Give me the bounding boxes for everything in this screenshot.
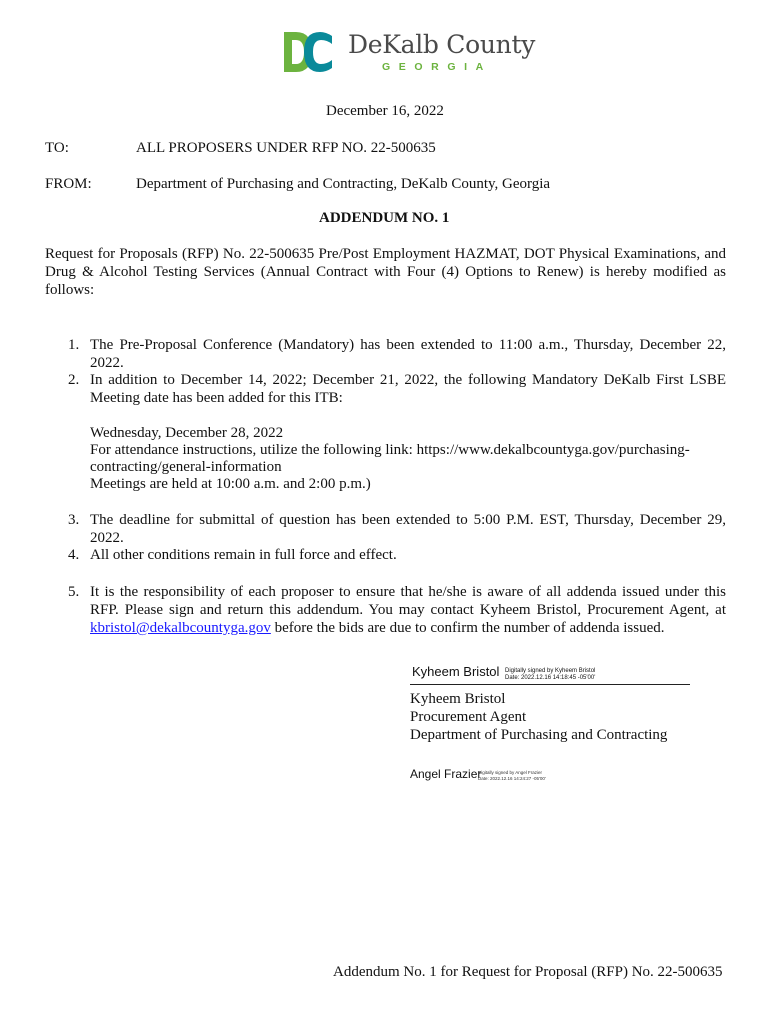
signature-1-name: Kyheem Bristol	[412, 664, 500, 679]
signature-2-digital-line2: Date: 2022.12.16 14:24:27 -05'00'	[478, 776, 546, 781]
item-5-text	[90, 583, 726, 637]
addendum-heading: ADDENDUM NO. 1	[319, 210, 450, 226]
signature-1-digital-line1: Digitally signed by Kyheem Bristol	[505, 668, 596, 674]
meeting-instructions-line2: contracting/general-information	[90, 459, 282, 475]
item-5-text-before: It is the responsibility of each proposer to ensure that he/she is aware of all addenda issued under this RFP. Please sign and return this addendum. You may contact Kyheem Bristol, Procurement Agent, at	[90, 584, 726, 618]
signature-line	[410, 684, 690, 685]
from-value: Department of Purchasing and Contracting, DeKalb County, Georgia	[136, 176, 551, 192]
meeting-times: Meetings are held at 10:00 a.m. and 2:00 p.m.)	[90, 476, 371, 492]
signature-2-digital-line1: Digitally signed by Angel Frazier	[478, 770, 543, 775]
agent-email-link[interactable]: kbristol@dekalbcountyga.gov	[90, 620, 271, 636]
signer-department: Department of Purchasing and Contracting	[410, 727, 668, 743]
to-label: TO:	[45, 140, 69, 156]
meeting-instructions-line1: For attendance instructions, utilize the following link: https://www.dekalbcountyga.gov/purchasing-	[90, 442, 690, 458]
page-footer: Addendum No. 1 for Request for Proposal (RFP) No. 22-500635	[333, 964, 723, 980]
dekalb-county-logo	[282, 30, 536, 76]
signer-name: Kyheem Bristol	[410, 691, 506, 707]
to-value: ALL PROPOSERS UNDER RFP NO. 22-500635	[136, 140, 436, 156]
item-1-text: The Pre-Proposal Conference (Mandatory) has been extended to 11:00 a.m., Thursday, December 22, 2022.	[90, 337, 726, 371]
logo-subtitle: GEORGIA	[382, 61, 492, 73]
item-3-number: 3.	[68, 512, 80, 528]
item-4-text: All other conditions remain in full force and effect.	[90, 547, 397, 563]
meeting-date: Wednesday, December 28, 2022	[90, 425, 284, 441]
item-5-text-after: before the bids are due to confirm the number of addenda issued.	[270, 620, 665, 636]
dc-logo-icon	[282, 30, 334, 74]
signature-2-name: Angel Frazier	[410, 767, 482, 781]
from-label: FROM:	[45, 176, 92, 192]
signer-title: Procurement Agent	[410, 709, 527, 725]
signature-1-digital-line2: Date: 2022.12.16 14:18:45 -05'00'	[505, 675, 596, 681]
item-1-number: 1.	[68, 337, 80, 353]
item-2-number: 2.	[68, 372, 80, 388]
logo-title: DeKalb County	[348, 30, 536, 59]
item-4-number: 4.	[68, 547, 80, 563]
item-3-text: The deadline for submittal of question has been extended to 5:00 P.M. EST, Thursday, December 29, 2022.	[90, 512, 726, 546]
letter-date: December 16, 2022	[326, 103, 444, 119]
intro-paragraph: Request for Proposals (RFP) No. 22-500635 Pre/Post Employment HAZMAT, DOT Physical Examinations, and Drug & Alcohol Testing Services (Annual Contract with Four (4) Options to Renew) is hereby modified as follows:	[45, 246, 726, 298]
item-2-text: In addition to December 14, 2022; December 21, 2022, the following Mandatory DeKalb First LSBE Meeting date has been added for this ITB:	[90, 372, 726, 406]
item-5-number: 5.	[68, 584, 80, 600]
